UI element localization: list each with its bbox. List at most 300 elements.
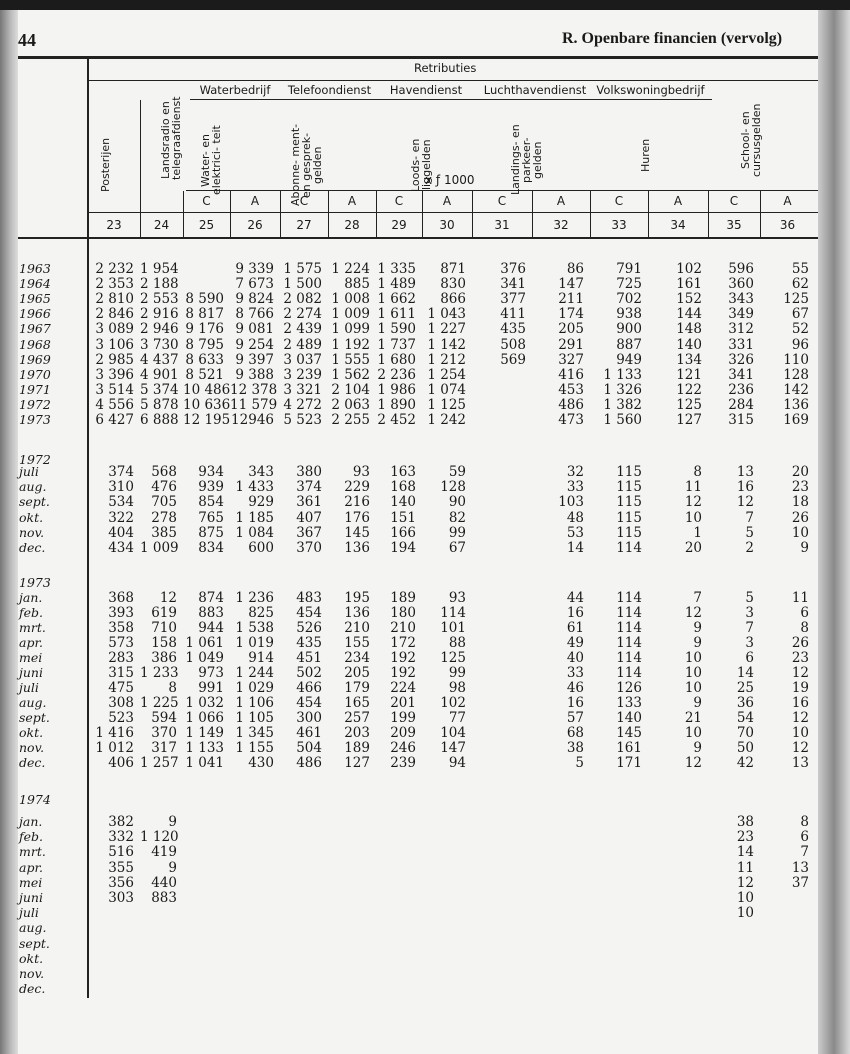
table-cell: 3 106 (95, 336, 134, 353)
table-row (0, 494, 850, 509)
year-label: 1974 (19, 792, 51, 807)
table-cell: 50 (736, 740, 754, 756)
table-cell: 315 (108, 665, 134, 681)
row-label: mei (19, 650, 43, 665)
table-cell: 10 (684, 725, 702, 741)
ca-label: A (250, 194, 260, 208)
table-cell: 6 427 (95, 412, 134, 428)
table-cell: 949 (616, 351, 642, 368)
table-cell: 705 (151, 494, 177, 511)
table-cell: 128 (440, 479, 466, 496)
table-cell: 483 (296, 590, 322, 606)
table-cell: 10 (684, 650, 702, 666)
table-row (0, 620, 850, 635)
ca-label: A (673, 194, 683, 208)
table-cell: 13 (791, 859, 809, 876)
table-cell: 246 (390, 740, 416, 756)
table-cell: 10 (736, 905, 754, 922)
table-cell: 114 (616, 650, 642, 666)
table-row (0, 321, 850, 336)
ca-label: C (394, 194, 404, 208)
table-cell: 158 (151, 635, 177, 651)
table-cell: 374 (108, 464, 134, 480)
table-cell: 90 (448, 494, 466, 511)
table-cell: 6 888 (140, 412, 179, 428)
table-cell: 125 (783, 291, 809, 308)
table-cell: 172 (390, 635, 416, 651)
ca-label: C (729, 194, 739, 208)
table-cell: 2 553 (140, 291, 179, 308)
table-cell: 102 (676, 261, 702, 277)
table-cell: 12 (684, 605, 702, 621)
table-cell: 128 (783, 366, 809, 383)
table-cell: 209 (390, 725, 416, 741)
table-row (0, 920, 850, 935)
table-cell: 161 (676, 276, 702, 293)
table-cell: 486 (558, 396, 584, 413)
table-cell: 23 (791, 650, 809, 666)
table-cell: 370 (296, 540, 322, 556)
column-number: 35 (726, 218, 742, 232)
table-row (0, 540, 850, 555)
retributies-rule (88, 80, 818, 81)
table-row (0, 860, 850, 875)
table-cell: 126 (616, 680, 642, 696)
table-cell: 466 (296, 680, 322, 696)
table-cell: 145 (616, 725, 642, 741)
table-cell: 180 (390, 605, 416, 621)
table-cell: 1 032 (185, 695, 224, 711)
table-cell: 411 (500, 306, 526, 323)
table-cell: 101 (440, 620, 466, 636)
table-row (0, 665, 850, 680)
table-cell: 317 (151, 740, 177, 756)
table-cell: 866 (440, 291, 466, 308)
table-cell: 1 008 (331, 291, 370, 308)
table-row (0, 525, 850, 540)
table-cell: 1 257 (140, 755, 179, 771)
table-cell: 49 (566, 635, 584, 651)
table-cell: 115 (616, 524, 642, 541)
table-cell: 291 (558, 336, 584, 353)
column-number: 29 (391, 218, 407, 232)
row-label: feb. (19, 605, 43, 620)
table-row (0, 680, 850, 695)
table-row (0, 981, 850, 996)
table-cell: 1 120 (140, 829, 179, 846)
table-cell: 1 029 (235, 680, 274, 696)
table-cell: 2 (745, 540, 754, 556)
table-cell: 37 (791, 874, 809, 891)
table-cell: 205 (344, 665, 370, 681)
column-number: 34 (670, 218, 686, 232)
table-row (0, 464, 850, 479)
table-cell: 7 (800, 844, 809, 861)
table-cell: 2 232 (95, 261, 134, 277)
table-cell: 114 (616, 605, 642, 621)
table-cell: 23 (791, 479, 809, 496)
table-cell: 239 (390, 755, 416, 771)
column-label: School- en cursusgelden (739, 103, 763, 177)
table-row (0, 261, 850, 276)
table-cell: 2 104 (331, 381, 370, 398)
table-cell: 1 (693, 524, 702, 541)
table-cell: 1 019 (235, 635, 274, 651)
table-cell: 57 (566, 710, 584, 726)
table-row (0, 814, 850, 829)
table-cell: 1 149 (185, 725, 224, 741)
table-cell: 20 (791, 464, 809, 480)
table-cell: 194 (390, 540, 416, 556)
table-cell: 385 (151, 524, 177, 541)
table-cell: 151 (390, 509, 416, 526)
table-cell: 62 (791, 276, 809, 293)
row-label: 1971 (19, 381, 51, 397)
table-cell: 476 (151, 479, 177, 496)
table-cell: 2 255 (331, 412, 370, 428)
table-cell: 3 089 (95, 321, 134, 338)
table-cell: 18 (791, 494, 809, 511)
table-cell: 765 (198, 509, 224, 526)
table-cell: 10 (684, 665, 702, 681)
table-cell: 48 (566, 509, 584, 526)
table-cell: 165 (344, 695, 370, 711)
table-cell: 1 254 (427, 366, 466, 383)
row-label: juli (19, 680, 39, 695)
table-cell: 331 (728, 336, 754, 353)
group-header: Volkswoningbedrijf (596, 83, 705, 97)
table-cell: 40 (566, 650, 584, 666)
table-cell: 114 (440, 605, 466, 621)
table-cell: 461 (296, 725, 322, 741)
table-cell: 152 (676, 291, 702, 308)
table-cell: 406 (108, 755, 134, 771)
table-row (0, 337, 850, 352)
group-header: Luchthavendienst (483, 83, 587, 97)
table-cell: 3 730 (140, 336, 179, 353)
table-cell: 283 (108, 650, 134, 666)
table-cell: 1 590 (377, 321, 416, 338)
column-label: Landings- en parkeer- gelden (509, 124, 544, 196)
table-cell: 367 (296, 524, 322, 541)
table-cell: 516 (108, 844, 134, 861)
table-cell: 725 (616, 276, 642, 293)
table-cell: 9 388 (235, 366, 274, 383)
table-cell: 1 562 (331, 366, 370, 383)
table-row (0, 844, 850, 859)
table-cell: 2 916 (140, 306, 179, 323)
table-cell: 20 (684, 540, 702, 556)
table-cell: 36 (736, 695, 754, 711)
table-cell: 19 (791, 680, 809, 696)
table-row (0, 479, 850, 494)
table-cell: 854 (198, 494, 224, 511)
table-row (0, 635, 850, 650)
table-cell: 440 (151, 874, 177, 891)
table-cell: 1 611 (377, 306, 416, 323)
table-cell: 77 (448, 710, 466, 726)
table-cell: 6 (800, 605, 809, 621)
table-cell: 10 636 (183, 396, 231, 413)
table-cell: 3 239 (283, 366, 322, 383)
table-cell: 435 (296, 635, 322, 651)
table-cell: 136 (344, 540, 370, 556)
table-cell: 1 538 (235, 620, 274, 636)
table-cell: 192 (390, 665, 416, 681)
table-cell: 434 (108, 540, 134, 556)
table-cell: 5 523 (283, 412, 322, 428)
table-row (0, 966, 850, 981)
table-cell: 508 (500, 336, 526, 353)
table-cell: 1 009 (331, 306, 370, 323)
table-cell: 3 321 (283, 381, 322, 398)
table-cell: 1 049 (185, 650, 224, 666)
table-cell: 1 185 (235, 509, 274, 526)
table-cell: 216 (344, 494, 370, 511)
table-cell: 407 (296, 509, 322, 526)
table-cell: 4 272 (283, 396, 322, 413)
table-cell: 5 (575, 755, 584, 771)
table-cell: 140 (390, 494, 416, 511)
table-cell: 12 (684, 755, 702, 771)
table-row (0, 650, 850, 665)
table-cell: 1 737 (377, 336, 416, 353)
table-cell: 140 (616, 710, 642, 726)
table-row (0, 725, 850, 740)
table-cell: 7 (745, 509, 754, 526)
table-cell: 155 (344, 635, 370, 651)
table-cell: 8 633 (185, 351, 224, 368)
row-label: okt. (19, 950, 44, 966)
table-cell: 16 (566, 605, 584, 621)
table-cell: 7 (693, 590, 702, 606)
table-cell: 9 397 (235, 351, 274, 368)
table-cell: 8 (800, 620, 809, 636)
table-cell: 326 (728, 351, 754, 368)
running-head: R. Openbare financien (vervolg) (562, 30, 783, 47)
table-cell: 416 (558, 366, 584, 383)
table-cell: 12 (159, 590, 177, 606)
table-cell: 1 326 (603, 381, 642, 398)
header-retributies: Retributies (414, 61, 477, 75)
table-cell: 11 (684, 479, 702, 496)
table-cell: 1 043 (427, 306, 466, 323)
table-cell: 2 082 (283, 291, 322, 308)
row-label: sept. (19, 494, 50, 510)
table-row (0, 352, 850, 367)
table-cell: 435 (500, 321, 526, 338)
table-cell: 86 (566, 261, 584, 277)
table-cell: 1 125 (427, 396, 466, 413)
table-cell: 2 846 (95, 306, 134, 323)
table-cell: 1 345 (235, 725, 274, 741)
table-cell: 885 (344, 276, 370, 293)
table-cell: 2 452 (377, 412, 416, 428)
table-cell: 10 (736, 890, 754, 906)
row-label: juli (19, 905, 39, 921)
row-label: okt. (19, 725, 44, 740)
table-cell: 211 (558, 291, 584, 308)
table-cell: 136 (783, 396, 809, 413)
table-cell: 8 (168, 680, 177, 696)
table-cell: 380 (296, 464, 322, 480)
table-cell: 12 (791, 710, 809, 726)
table-cell: 568 (151, 464, 177, 480)
ca-label: C (202, 194, 211, 208)
table-cell: 114 (616, 635, 642, 651)
table-cell: 121 (676, 366, 702, 383)
table-cell: 973 (198, 665, 224, 681)
row-label: sept. (19, 935, 50, 951)
table-cell: 8 590 (185, 291, 224, 308)
table-cell: 102 (440, 695, 466, 711)
column-label: Posterijen (99, 137, 112, 193)
table-cell: 98 (448, 680, 466, 696)
table-cell: 12 (791, 740, 809, 756)
table-cell: 360 (728, 276, 754, 293)
table-cell: 9 (693, 620, 702, 636)
table-cell: 8 (693, 464, 702, 480)
table-cell: 94 (448, 755, 466, 771)
table-cell: 23 (736, 829, 754, 846)
table-cell: 944 (198, 620, 224, 636)
ca-label: C (299, 194, 309, 208)
table-cell: 473 (558, 412, 584, 428)
table-cell: 11 579 (230, 396, 278, 413)
table-row (0, 890, 850, 905)
table-cell: 1 233 (140, 665, 179, 681)
table-cell: 475 (108, 680, 134, 696)
table-cell: 201 (390, 695, 416, 711)
table-cell: 148 (676, 321, 702, 338)
table-cell: 502 (296, 665, 322, 681)
table-cell: 203 (344, 725, 370, 741)
table-cell: 1 662 (377, 291, 416, 308)
row-label: sept. (19, 710, 50, 725)
table-cell: 1 142 (427, 336, 466, 353)
table-cell: 358 (108, 620, 134, 636)
table-cell: 88 (448, 635, 466, 651)
table-cell: 504 (296, 740, 322, 756)
table-cell: 16 (791, 695, 809, 711)
table-cell: 32 (566, 464, 584, 480)
table-row (0, 905, 850, 920)
table-cell: 834 (198, 540, 224, 556)
table-cell: 300 (296, 710, 322, 726)
table-cell: 140 (676, 336, 702, 353)
table-cell: 10 (684, 509, 702, 526)
table-cell: 1 489 (377, 276, 416, 293)
row-label: juni (19, 890, 43, 905)
table-cell: 114 (616, 590, 642, 606)
table-cell: 355 (108, 859, 134, 876)
column-number: 33 (611, 218, 627, 232)
row-label: apr. (19, 635, 44, 650)
table-cell: 21 (684, 710, 702, 726)
table-cell: 1 009 (140, 540, 179, 556)
table-cell: 7 (745, 620, 754, 636)
table-cell: 127 (344, 755, 370, 771)
table-cell: 210 (344, 620, 370, 636)
table-cell: 38 (566, 740, 584, 756)
table-cell: 2 353 (95, 276, 134, 293)
column-number: 27 (296, 218, 312, 232)
table-cell: 914 (248, 650, 274, 666)
column-number: 26 (247, 218, 263, 232)
table-cell: 110 (783, 351, 809, 368)
table-cell: 9 (693, 695, 702, 711)
table-row (0, 382, 850, 397)
row-label: aug. (19, 695, 47, 710)
table-cell: 1 099 (331, 321, 370, 338)
table-cell: 2 985 (95, 351, 134, 368)
table-cell: 115 (616, 494, 642, 511)
table-cell: 115 (616, 509, 642, 526)
table-cell: 9 (800, 540, 809, 556)
table-cell: 5 (745, 524, 754, 541)
table-cell: 874 (198, 590, 224, 606)
table-cell: 534 (108, 494, 134, 511)
column-label: Loods- en liggelden (409, 138, 433, 192)
table-cell: 1 133 (603, 366, 642, 383)
table-cell: 168 (390, 479, 416, 496)
table-cell: 356 (108, 874, 134, 891)
table-row (0, 291, 850, 306)
table-cell: 3 396 (95, 366, 134, 383)
table-cell: 145 (344, 524, 370, 541)
table-cell: 54 (736, 710, 754, 726)
table-cell: 179 (344, 680, 370, 696)
column-label: Huren (639, 138, 652, 172)
table-cell: 9 (168, 859, 177, 876)
table-cell: 210 (390, 620, 416, 636)
table-cell: 702 (616, 291, 642, 308)
table-cell: 619 (151, 605, 177, 621)
table-cell: 382 (108, 814, 134, 830)
row-label: nov. (19, 966, 45, 981)
groups-rule (190, 99, 712, 100)
column-label: Water- en elektrici- teit (199, 125, 223, 195)
table-cell: 430 (248, 755, 274, 771)
table-cell: 343 (248, 464, 274, 480)
table-cell: 1 074 (427, 381, 466, 398)
table-cell: 99 (448, 665, 466, 681)
table-cell: 55 (791, 261, 809, 277)
table-cell: 1 105 (235, 710, 274, 726)
table-cell: 10 486 (183, 381, 231, 398)
table-cell: 12 378 (230, 381, 278, 398)
row-label: 1965 (19, 291, 51, 307)
table-cell: 2 439 (283, 321, 322, 338)
row-label: juni (19, 665, 43, 680)
table-cell: 104 (440, 725, 466, 741)
table-cell: 569 (500, 351, 526, 368)
table-cell: 1 212 (427, 351, 466, 368)
table-cell: 1 244 (235, 665, 274, 681)
table-cell: 1 066 (185, 710, 224, 726)
table-cell: 46 (566, 680, 584, 696)
table-cell: 136 (344, 605, 370, 621)
column-number: 30 (439, 218, 455, 232)
column-number: 25 (198, 218, 215, 232)
table-cell: 303 (108, 890, 134, 906)
table-cell: 341 (728, 366, 754, 383)
table-cell: 1 084 (235, 524, 274, 541)
table-cell: 370 (151, 725, 177, 741)
row-label: dec. (19, 755, 46, 770)
table-cell: 12 (791, 665, 809, 681)
table-cell: 125 (676, 396, 702, 413)
